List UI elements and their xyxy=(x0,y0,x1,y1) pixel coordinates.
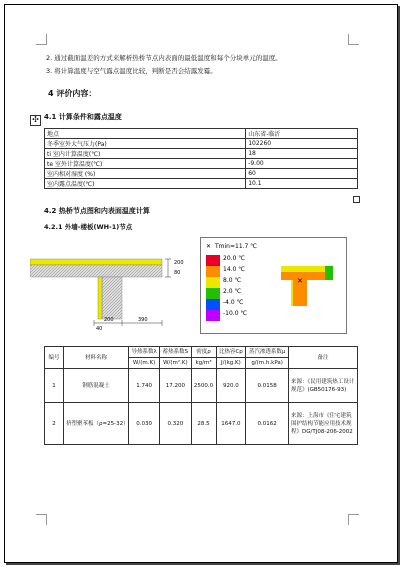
unit-s: W/(m².K) xyxy=(160,358,191,369)
legend-swatch xyxy=(206,299,220,310)
cell-lambda: 0.030 xyxy=(129,403,160,445)
cell-note: 来源：《民用建筑热工设计规范》(GB50176-93) xyxy=(289,369,358,403)
section-4-1-heading: 4.1 计算条件和露点温度 xyxy=(44,113,122,121)
condition-value: -9.00 xyxy=(246,159,358,169)
legend-swatch xyxy=(206,277,220,288)
cell-lambda: 1.740 xyxy=(129,369,160,403)
header-name: 材料名称 xyxy=(64,347,129,369)
header-s: 蓄热系数S xyxy=(160,347,191,358)
cell-name: 挤塑聚苯板（ρ=25-32） xyxy=(64,403,129,445)
header-rho: 密度ρ xyxy=(191,347,216,358)
condition-name: ti 室内计算温度(℃) xyxy=(45,149,246,159)
legend-label: 20.0 ℃ xyxy=(223,255,246,262)
insulation-layer-wall xyxy=(98,277,102,319)
table-row xyxy=(45,129,358,139)
crop-mark-bottom-right xyxy=(348,514,359,525)
thermal-edge xyxy=(325,266,333,280)
cell-no: 1 xyxy=(45,369,64,403)
cell-s: 0.320 xyxy=(160,403,191,445)
condition-value: 18 xyxy=(246,149,358,159)
cell-mu: 0.0158 xyxy=(246,369,289,403)
materials-table xyxy=(44,346,358,445)
cell-note: 来源：上海市《住宅建筑围护结构节能应用技术规程》DG/TJ08-206-2002 xyxy=(289,403,358,445)
cell-cp: 1647.0 xyxy=(216,403,246,445)
legend-swatch xyxy=(206,266,220,277)
header-lambda: 导热系数λ xyxy=(129,347,160,358)
insulation-layer-top xyxy=(30,259,162,265)
condition-name: te 室外计算温度(℃) xyxy=(45,159,246,169)
legend-label: 14.0 ℃ xyxy=(223,266,246,273)
legend-label: 8.0 ℃ xyxy=(223,277,242,284)
unit-mu: g/(m.h.kPa) xyxy=(246,358,289,369)
header-mu: 蒸汽渗透系数μ xyxy=(246,347,289,358)
section-4-heading: 4 评价内容： xyxy=(48,89,97,98)
unit-cp: J/(kg.K) xyxy=(216,358,246,369)
condition-value: 山东省-临沂 xyxy=(246,129,358,139)
condition-name: 冬季室外大气压力(Pa) xyxy=(45,139,246,149)
legend-swatch xyxy=(206,255,220,266)
dim-c: 40 xyxy=(96,326,103,332)
cell-cp: 920.0 xyxy=(216,369,246,403)
condition-value: 102260 xyxy=(246,139,358,149)
condition-value: 10.1 xyxy=(246,179,358,189)
intro-line-3: 3. 将计算温度与空气露点温度比较，判断是否会结露发霉。 xyxy=(46,67,217,75)
thermal-bridge-node-diagram xyxy=(30,237,195,332)
unit-rho: kg/m³ xyxy=(191,358,216,369)
tmin-label: Tmin=11.7 ℃ xyxy=(215,243,258,250)
table-row xyxy=(45,403,358,445)
table-row xyxy=(45,369,358,403)
section-4-2-1-heading: 4.2.1 外墙-楼板(WH-1)节点 xyxy=(44,223,133,231)
crop-mark-top-right xyxy=(348,34,359,45)
legend-swatch xyxy=(206,310,220,321)
header-note: 备注 xyxy=(289,347,358,369)
condition-name: 室内露点温度(℃) xyxy=(45,179,246,189)
table-row xyxy=(45,139,358,149)
cell-no: 2 xyxy=(45,403,64,445)
tmin-marker-icon: ✕ xyxy=(297,277,303,285)
header-cp: 比热容Cp xyxy=(216,347,246,358)
table-move-handle-icon[interactable]: ✣ xyxy=(30,115,41,126)
close-icon: ✕ xyxy=(206,243,212,250)
section-4-2-heading: 4.2 热桥节点图和内表面温度计算 xyxy=(44,207,150,215)
cell-name: 钢筋混凝土 xyxy=(64,369,129,403)
cell-rho: 2500.0 xyxy=(191,369,216,403)
crop-mark-top-left xyxy=(36,34,47,45)
crop-mark-bottom-left xyxy=(36,514,47,525)
concrete-slab xyxy=(30,265,162,277)
legend-label: -10.0 ℃ xyxy=(223,310,248,317)
table-row xyxy=(45,179,358,189)
condition-name: 地点 xyxy=(45,129,246,139)
cell-rho: 28.5 xyxy=(191,403,216,445)
temperature-field-panel xyxy=(200,237,347,334)
table-row xyxy=(45,159,358,169)
legend-label: -4.0 ℃ xyxy=(223,299,244,306)
dim-a: 200 xyxy=(104,317,114,323)
cell-mu: 0.0162 xyxy=(246,403,289,445)
intro-line-2: 2. 通过截面温差的方式来解析热桥节点内表面的最低温度和每个分块单元的温度。 xyxy=(46,54,282,62)
condition-value: 60 xyxy=(246,169,358,179)
table-row xyxy=(45,149,358,159)
dim-b: 390 xyxy=(138,317,148,323)
legend-label: 2.0 ℃ xyxy=(223,288,242,295)
conditions-table xyxy=(44,128,358,189)
thermal-wall-insulation xyxy=(291,280,293,306)
concrete-wall xyxy=(102,277,122,319)
condition-name: 室内相对湿度 (%) xyxy=(45,169,246,179)
legend-swatch xyxy=(206,288,220,299)
dim-top: 200 xyxy=(174,260,184,266)
table-header-row xyxy=(45,347,358,358)
table-resize-handle[interactable] xyxy=(353,196,360,203)
cell-s: 17.200 xyxy=(160,369,191,403)
unit-lambda: W/(m.K) xyxy=(129,358,160,369)
dim-right: 80 xyxy=(174,270,181,276)
table-row xyxy=(45,169,358,179)
header-no: 编号 xyxy=(45,347,64,369)
